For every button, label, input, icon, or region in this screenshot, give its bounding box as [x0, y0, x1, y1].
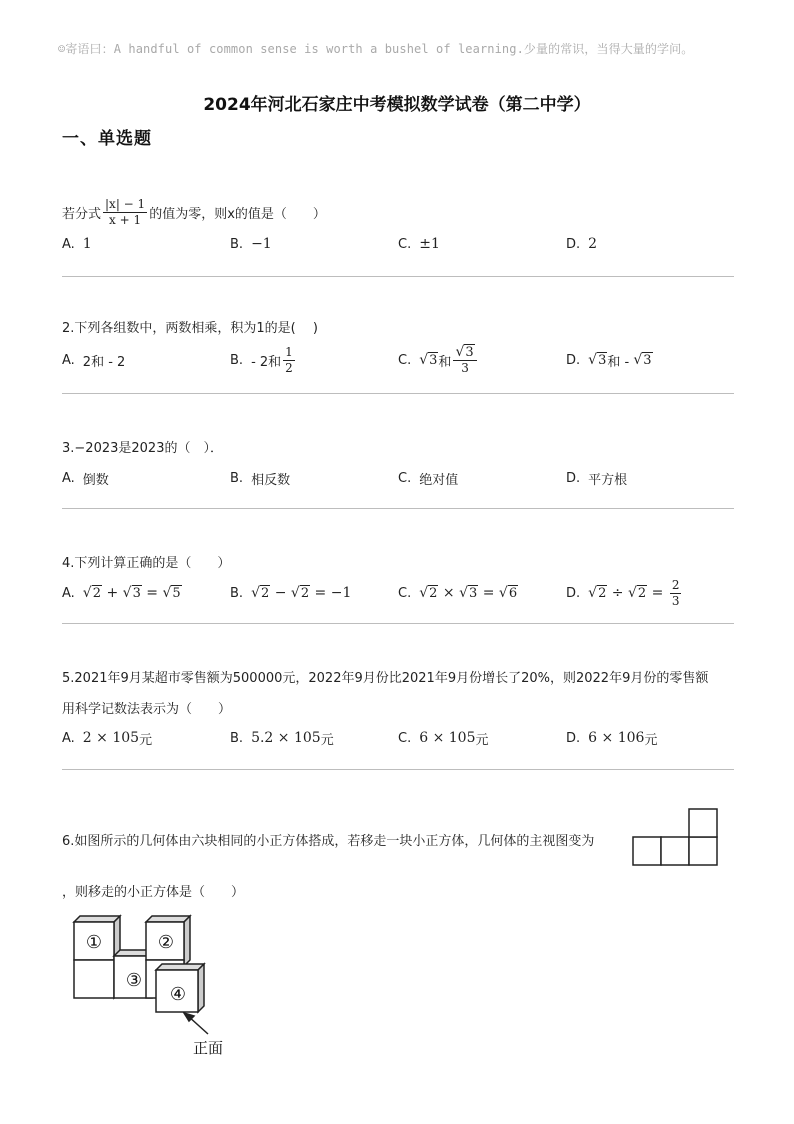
cube-label-2: ②: [157, 932, 175, 953]
operator: ÷: [607, 585, 628, 601]
option-letter: C.: [398, 470, 412, 486]
option-text: 和: [438, 354, 452, 370]
square-root: √ 6: [498, 585, 518, 601]
square-root: [419, 352, 438, 368]
question-2-stem: 2.下列各组数中，两数相乘，积为1的是( ): [62, 321, 318, 336]
front-label: 正面: [192, 1039, 224, 1057]
fraction-numerator: |x| − 1: [105, 196, 146, 211]
operator: −: [270, 585, 291, 601]
square-root: √ 2: [290, 585, 310, 601]
question-6: [62, 830, 642, 849]
divider: [62, 769, 734, 770]
option-text: 绝对值: [419, 472, 459, 488]
question-6-continued: [62, 881, 734, 900]
option-d[interactable]: [566, 343, 653, 377]
option-d[interactable]: [566, 463, 627, 493]
cube-label-1: ①: [85, 932, 103, 953]
option-text: 倒数: [82, 472, 109, 488]
option-letter: A.: [62, 352, 75, 368]
square-root: √ 2: [419, 585, 438, 601]
radicand: 5: [172, 586, 181, 601]
square-root: √ 5: [162, 585, 181, 601]
option-text: 2 × 10: [82, 730, 131, 746]
question-1-fraction: [103, 197, 147, 228]
unit: 元: [320, 732, 334, 748]
square-root: √ 3: [122, 585, 141, 601]
radicand: 2: [300, 586, 310, 601]
question-5-line-1: 5.2021年9月某超市零售额为500000元，2022年9月份比2021年9月份增长了20%，则2022年9月份的零售额: [62, 671, 709, 686]
option-d[interactable]: [566, 576, 683, 610]
option-letter: C.: [398, 730, 412, 746]
option-letter: A.: [62, 236, 75, 252]
question-5: [62, 667, 734, 748]
unit: 元: [644, 732, 658, 748]
exponent: 6: [635, 730, 645, 746]
divider: [62, 393, 734, 394]
fraction-denominator: 3: [671, 593, 680, 608]
square-root: √ 3: [633, 352, 652, 368]
unit: 元: [139, 732, 153, 748]
option-c[interactable]: [398, 343, 479, 377]
question-1-prefix: 若分式: [62, 206, 102, 222]
option-a[interactable]: [62, 343, 125, 377]
square-root: √ 2: [588, 585, 607, 601]
fraction: [283, 345, 295, 376]
option-a[interactable]: [62, 229, 92, 259]
equals: =: [141, 585, 163, 601]
radicand: 3: [132, 586, 141, 601]
radicand: 2: [598, 586, 607, 601]
option-letter: C.: [398, 352, 412, 368]
divider: [62, 623, 734, 624]
fraction-numerator: 2: [671, 577, 680, 592]
question-3-stem: 3.−2023是2023的（ ）．: [62, 441, 223, 456]
question-1: [62, 192, 734, 252]
option-letter: D.: [566, 730, 581, 746]
square-root: √ 3: [459, 585, 478, 601]
question-4: [62, 552, 734, 608]
question-6-line-2: ，则移走的小正方体是（ ）: [62, 885, 245, 900]
radicand: 3: [598, 353, 607, 368]
motto: ☺寄语曰：A handful of common sense is worth a bushel of learning.少量的常识，当得大量的学问。: [58, 42, 694, 56]
option-b[interactable]: [230, 463, 290, 493]
divider: [62, 276, 734, 277]
equals: = −1: [310, 585, 352, 601]
section-heading: 一、单选题: [62, 129, 152, 149]
square-root: √ 2: [251, 585, 270, 601]
fraction-denominator: 3: [461, 361, 469, 375]
option-c[interactable]: [398, 576, 518, 610]
option-d[interactable]: [566, 229, 597, 259]
fraction-numerator: √ 3: [453, 344, 476, 361]
divider: [62, 508, 734, 509]
question-2: [62, 317, 734, 375]
unit: 元: [475, 732, 489, 748]
option-b[interactable]: [230, 229, 272, 259]
option-text: 5.2 × 10: [251, 730, 312, 746]
option-b[interactable]: [230, 576, 351, 610]
option-letter: D.: [566, 236, 581, 252]
cube-figure: [68, 910, 238, 1060]
square-root: √ 3: [588, 352, 607, 368]
question-1-suffix: 的值为零，则x的值是（ ）: [149, 206, 326, 222]
exponent: 5: [311, 730, 321, 746]
question-3: [62, 437, 734, 488]
fraction-denominator: 2: [285, 360, 293, 375]
option-letter: A.: [62, 730, 75, 746]
option-text: 2: [588, 236, 598, 252]
radicand: 3: [468, 586, 478, 601]
option-text: 相反数: [251, 472, 291, 488]
exponent: 5: [130, 730, 140, 746]
option-text: 6 × 10: [419, 730, 467, 746]
radicand: 2: [637, 586, 647, 601]
radicand: 3: [429, 353, 438, 368]
fraction: [453, 344, 476, 376]
option-c[interactable]: [398, 463, 458, 493]
option-letter: A.: [62, 585, 75, 601]
option-letter: A.: [62, 470, 75, 486]
option-letter: D.: [566, 470, 581, 486]
radicand: 2: [260, 586, 270, 601]
exponent: 5: [466, 730, 476, 746]
option-letter: B.: [230, 236, 244, 252]
option-text: −1: [251, 236, 272, 252]
question-1-stem: [62, 192, 734, 232]
square-root: √ 2: [628, 585, 647, 601]
equals: =: [478, 585, 499, 601]
option-letter: D.: [566, 585, 581, 601]
square-root: √ 2: [82, 585, 101, 601]
option-text: - 2和: [251, 354, 282, 370]
option-a[interactable]: [62, 463, 109, 493]
option-d[interactable]: [566, 723, 657, 753]
option-a[interactable]: [62, 576, 182, 610]
option-c[interactable]: [398, 723, 489, 753]
fraction-denominator: x + 1: [109, 212, 142, 227]
question-6-line-1: 6.如图所示的几何体由六块相同的小正方体搭成，若移走一块小正方体，几何体的主视图变为: [62, 834, 595, 849]
option-letter: C.: [398, 585, 412, 601]
radicand: 2: [429, 586, 438, 601]
arrow-icon: [184, 1013, 208, 1034]
radicand: 3: [643, 353, 652, 368]
option-text: 平方根: [588, 472, 628, 488]
cube-label-3: ③: [125, 970, 143, 991]
option-letter: B.: [230, 730, 244, 746]
option-letter: B.: [230, 352, 244, 368]
question-4-stem: 4.下列计算正确的是（ ）: [62, 556, 231, 571]
radicand: 3: [465, 345, 474, 360]
option-letter: C.: [398, 236, 412, 252]
front-view-figure: [630, 806, 722, 868]
radical-sign: √: [419, 352, 429, 368]
radicand: 2: [92, 586, 101, 601]
option-letter: D.: [566, 352, 581, 368]
equals: =: [647, 585, 668, 601]
option-b[interactable]: [230, 723, 334, 753]
question-5-line-2: 用科学记数法表示为（ ）: [62, 702, 232, 717]
option-a[interactable]: [62, 723, 152, 753]
radicand: 6: [508, 586, 518, 601]
option-letter: B.: [230, 470, 244, 486]
cube-label-4: ④: [169, 984, 187, 1005]
page-title: 2024年河北石家庄中考模拟数学试卷（第二中学）: [203, 95, 591, 115]
option-c[interactable]: [398, 229, 440, 259]
option-text: 1: [82, 236, 92, 252]
option-letter: B.: [230, 585, 244, 601]
operator: ×: [438, 585, 460, 601]
option-b[interactable]: [230, 343, 297, 377]
fraction: [670, 578, 682, 609]
option-text: 和 -: [607, 354, 634, 370]
option-text: ±1: [419, 236, 440, 252]
option-text: 2和 - 2: [82, 354, 126, 370]
fraction-numerator: 1: [285, 344, 293, 359]
option-text: 6 × 10: [588, 730, 636, 746]
operator: +: [102, 585, 123, 601]
